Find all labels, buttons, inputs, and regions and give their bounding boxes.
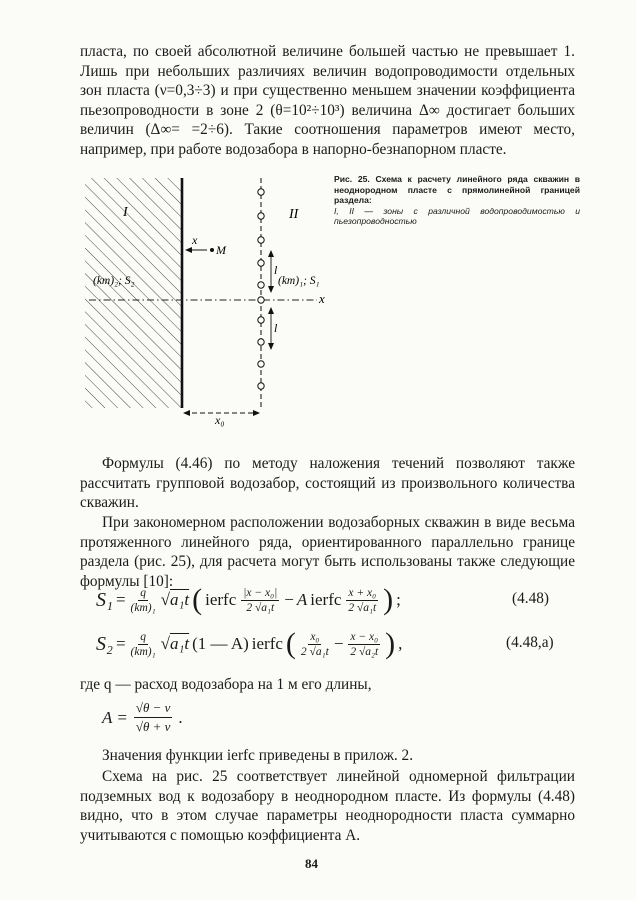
fraction-plus: $\frac{\text{x + x₀}}{\text{2 √a₁t}}$	[348, 586, 377, 614]
arrow-head	[268, 343, 274, 350]
x-arrow-head	[185, 247, 192, 253]
arrow-head	[253, 410, 260, 416]
zone-1-label: I	[123, 205, 128, 220]
spacing-label-top: l	[274, 263, 278, 277]
well	[258, 383, 264, 389]
caption-legend: I, II — зоны с различной водопроводимостью и пьезопроводностью	[334, 205, 580, 227]
paragraph-formulas-446: Формулы (4.46) по методу наложения течений позволяют также рассчитать групповой водозабор, состоящий из произвольного количества скважин.	[80, 455, 575, 511]
arrow-head	[268, 307, 274, 314]
caption-title: Рис. 25. Схема к расчету линейного ряда скважин в неоднородном пласте с прямолинейной границей раздела:	[334, 174, 580, 206]
page-number: 84	[305, 856, 318, 871]
well	[258, 282, 264, 288]
x0-label: x₀	[215, 413, 225, 427]
fraction-minus: $\frac{\text{x − x₀}}{\text{2 √a₂t}}$	[350, 630, 379, 658]
paragraph-scheme: Схема на рис. 25 соответствует линейной одномерной фильтрации подземных вод к водозабору в неоднородном пласте. Из формулы (4.48) видно, что в этом случае параметры неоднородности пласта суммарно учитываются с помощью коэффициента A.	[80, 768, 575, 844]
paragraph-where-q: где q — расход водозабора на 1 м его длины,	[80, 676, 372, 693]
right-param-label: (km)₁; S₁	[278, 275, 320, 287]
well	[258, 189, 264, 195]
x-axis-label: x	[319, 291, 325, 306]
x-distance-label: x	[192, 233, 198, 247]
figure-caption	[334, 174, 580, 227]
arrow-head	[268, 286, 274, 293]
equation-number-4-48: (4.48)	[512, 590, 549, 607]
well	[258, 361, 264, 367]
well	[258, 317, 264, 323]
fraction-abs: $\frac{\text{|x − x₀|}}{\text{2 √a₁t}}$	[243, 586, 278, 614]
formula-A: A = $\frac{√\theta - \nu}{√\theta + \nu}$ .	[102, 700, 183, 734]
formula-4-48a: S₂ = $\frac{q}{\text{(km)₁}}$ √a₁t (1 — A) ierfc ( $\frac{\text{x₀}}{\text{2 √a₁t}}$ − $\frac{\text{x − x₀}}{\text{2 √a₂t}}$ ) ,	[96, 627, 403, 660]
s1-symbol: S₁	[96, 588, 113, 611]
s2-symbol: S₂	[96, 632, 113, 655]
arrow-head	[183, 410, 190, 416]
paragraph-intro: пласта, по своей абсолютной величине большей частью не превышает 1. Лишь при небольших различиях величин водопроводимости отдельных зон пласта (ν=0,3÷3) и при существенно меньшем значении коэффициента пьезопроводности в зоне 2 (θ=10²÷10³) величина Δ∞ достигает больших величин (Δ∞= =2÷6). Такие соотношения параметров имеют место, например, при работе водозабора в напорно-безнапорном пласте.	[80, 43, 575, 158]
fraction-x0: $\frac{\text{x₀}}{\text{2 √a₁t}}$	[300, 630, 329, 658]
zone-hatching	[85, 178, 182, 408]
well	[258, 297, 264, 303]
figure-25-diagram	[85, 172, 335, 434]
fraction-q-km: $\frac{q}{\text{(km)₁}}$	[130, 630, 156, 658]
fraction-q-km: $\frac{q}{\text{(km)₁}}$	[130, 586, 156, 614]
equation-number-4-48a: (4.48,а)	[506, 634, 554, 651]
spacing-label-bottom: l	[274, 321, 278, 335]
well	[258, 237, 264, 243]
zone-2-label: II	[289, 207, 299, 222]
arrow-head	[268, 250, 274, 257]
well	[258, 260, 264, 266]
paragraph-linear-row: При закономерном расположении водозаборных скважин в виде весьма протяженного линейного ряда, ориентированного параллельно границе раздела (рис. 25), для расчета могут быть использованы также следующие формулы [10]:	[80, 514, 575, 590]
well	[258, 339, 264, 345]
well	[258, 213, 264, 219]
formula-4-48: S₁ = $\frac{q}{\text{(km)₁}}$ √a₁t ( ierfc $\frac{\text{|x − x₀|}}{\text{2 √a₁t}}$ − A ierfc $\frac{\text{x + x₀}}{\text{2 √a₁t}}$ ) ;	[96, 583, 401, 616]
paragraph-ierfc: Значения функции ierfc приведены в прилож. 2.	[102, 747, 414, 764]
point-m	[210, 248, 214, 252]
point-m-label: M	[216, 243, 226, 257]
well-markers	[258, 189, 264, 389]
left-param-label: (km)₂; S₂	[93, 275, 135, 287]
